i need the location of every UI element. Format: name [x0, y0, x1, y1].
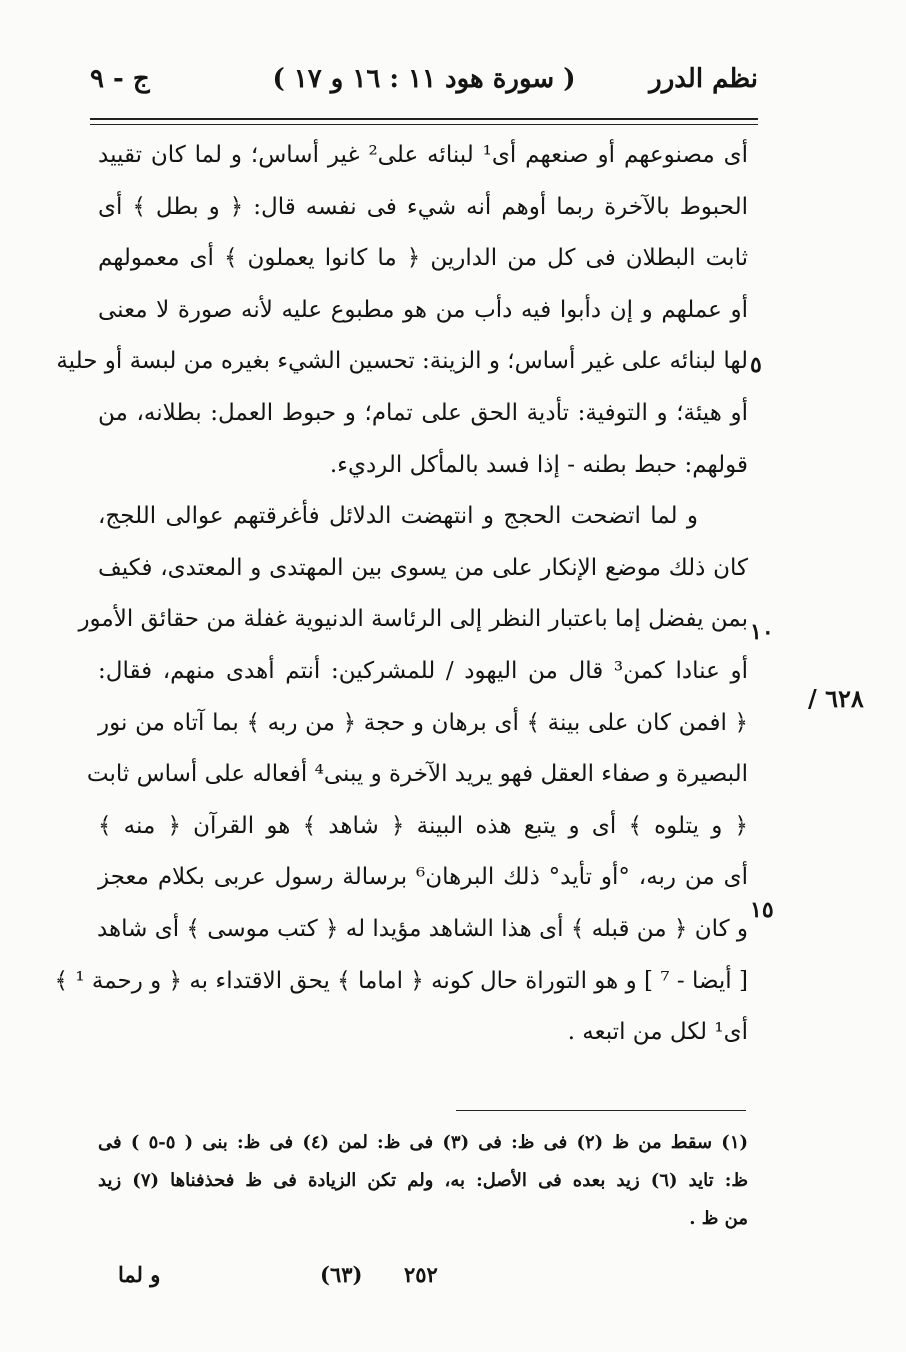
footnotes — [98, 1124, 748, 1238]
text-line: ﴿ و يتلوه ﴾ أى و يتبع هذه البينة ﴿ شاهد ﴾ هو القرآن ﴿ منه ﴾ — [98, 812, 748, 839]
text-line: أى مصنوعهم أو صنعهم أى¹ لبنائه على² غير أساس؛ و لما كان تقييد — [98, 142, 748, 168]
text-line: أو عملهم و إن دأبوا فيه دأب من هو مطبوع عليه لأنه صورة لا معنى — [98, 296, 748, 323]
text-line: أى¹ لكل من اتبعه . — [567, 1019, 748, 1046]
text-line: أو هيئة؛ و التوفية: تأدية الحق على تمام؛ و حبوط العمل: بطلانه، من — [98, 399, 748, 426]
footnote-line: (١) سقط من ظ (٢) فى ظ: فى (٣) فى ظ: لمن (٤) فى ظ: بنى ( ٥-٥ ) فى — [98, 1132, 749, 1153]
main-text — [54, 130, 748, 1059]
text-line: ثابت البطلان فى كل من الدارين ﴿ ما كانوا يعملون ﴾ أى معمولهم — [98, 245, 748, 272]
manuscript-folio-marker: ٦٢٨ / — [808, 684, 864, 713]
volume-number: ج - ٩ — [90, 64, 150, 94]
catchword: و لما — [118, 1262, 161, 1287]
text-line: و كان ﴿ من قبله ﴾ أى هذا الشاهد مؤيدا له ﴿ كتب موسى ﴾ أى شاهد — [96, 915, 748, 942]
text-line: أى من ربه، °أو تأيد° ذلك البرهان⁶ برسالة رسول عربى بكلام معجز — [98, 864, 748, 891]
footnote-line: ظ: تايد (٦) زيد بعده فى الأصل: به، ولم تكن الزيادة فى ظ فحذفناها (٧) زيد — [98, 1170, 749, 1191]
text-line: الحبوط بالآخرة ربما أوهم أنه شيء فى نفسه قال: ﴿ و بطل ﴾ أى — [98, 193, 748, 220]
page-number: ٢٥٢ — [404, 1262, 438, 1287]
text-line: كان ذلك موضع الإنكار على من يسوى بين المهتدى و المعتدى، فكيف — [98, 554, 748, 581]
text-line: و لما اتضحت الحجج و انتهضت الدلائل فأغرقتهم عوالى اللجج، — [98, 503, 698, 530]
header-rule — [90, 118, 758, 120]
book-title: نظم الدرر — [649, 64, 758, 94]
text-line: البصيرة و صفاء العقل فهو يريد الآخرة و يبنى⁴ أفعاله على أساس ثابت — [86, 761, 748, 788]
line-number-10: ١٠ — [750, 619, 774, 645]
footnote-line: من ظ . — [689, 1208, 748, 1229]
text-line: ﴿ افمن كان على بينة ﴾ أى برهان و حجة ﴿ من ربه ﴾ بما آتاه من نور — [98, 709, 748, 736]
text-line: لها لبنائه على غير أساس؛ و الزينة: تحسين الشيء بغيره من لبسة أو حلية — [56, 348, 748, 375]
footnote-rule — [456, 1110, 746, 1111]
line-number-5: ٥ — [750, 352, 762, 378]
running-header — [90, 62, 758, 108]
line-number-15: ١٥ — [750, 897, 774, 923]
text-line: [ أيضا - ⁷ ] و هو التوراة حال كونه ﴿ اماما ﴾ يحق الاقتداء به ﴿ و رحمة ¹ ﴾ — [54, 967, 748, 994]
page-footer — [98, 1262, 748, 1302]
text-line: قولهم: حبط بطنه - إذا فسد بالمأكل الرديء. — [329, 451, 748, 478]
header-rule-thin — [90, 124, 758, 125]
signature-mark: (٦٣) — [320, 1262, 363, 1287]
text-line: أو عنادا كمن³ قال من اليهود / للمشركين: أنتم أهدى منهم، فقال: — [98, 657, 748, 684]
surah-reference: ( سورة هود ١١ : ١٦ و ١٧ ) — [272, 64, 576, 94]
text-line: بمن يفضل إما باعتبار النظر إلى الرئاسة الدنيوية غفلة من حقائق الأمور — [78, 606, 748, 633]
